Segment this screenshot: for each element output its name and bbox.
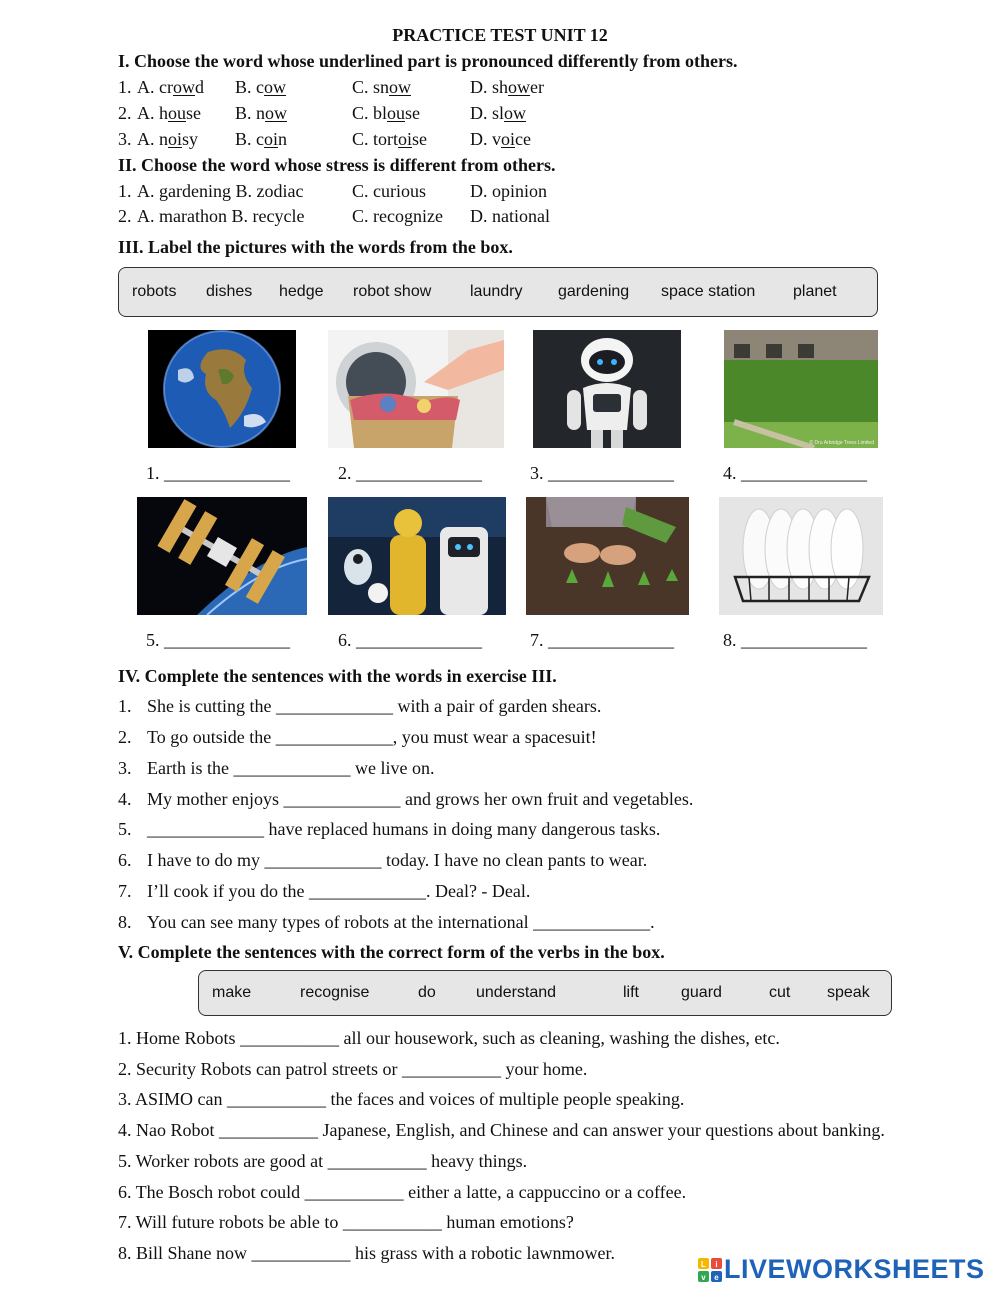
image-credit: © Dru Arbridge Trees Limited: [809, 440, 874, 446]
option-d[interactable]: D. slow: [470, 103, 527, 123]
option-c[interactable]: C. curious: [352, 181, 426, 201]
option-d[interactable]: D. opinion: [470, 181, 548, 201]
label-2[interactable]: 2. ______________: [338, 463, 482, 483]
word-box-item: guard: [681, 984, 722, 1001]
option-d[interactable]: D. voice: [470, 129, 531, 149]
option-a[interactable]: A. house: [137, 103, 201, 123]
option-c[interactable]: C. snow: [352, 77, 412, 97]
picture-dishes: [719, 497, 883, 615]
liveworksheets-logo-icon: [698, 1258, 722, 1282]
s5-item-4[interactable]: 4. Nao Robot ___________ Japanese, English, and Chinese and can answer your questions about banking.: [118, 1120, 885, 1140]
label-1[interactable]: 1. ______________: [146, 463, 290, 483]
label-4[interactable]: 4. ______________: [723, 463, 867, 483]
page-title: PRACTICE TEST UNIT 12: [392, 25, 608, 45]
option-ab[interactable]: A. marathon B. recycle: [137, 206, 305, 226]
option-a[interactable]: A. crowd: [137, 77, 204, 97]
sentence[interactable]: My mother enjoys _____________ and grows her own fruit and vegetables.: [147, 789, 694, 809]
word-box-3: [118, 267, 878, 317]
option-c[interactable]: C. tortoise: [352, 129, 428, 149]
s5-item-3[interactable]: 3. ASIMO can ___________ the faces and voices of multiple people speaking.: [118, 1089, 685, 1109]
word-box-item: understand: [476, 984, 557, 1001]
option-c[interactable]: C. recognize: [352, 206, 443, 226]
svg-text:i: i: [715, 1260, 718, 1269]
word-box-item: robots: [132, 283, 177, 300]
q-number: 3.: [118, 129, 132, 149]
s5-item-1[interactable]: 1. Home Robots ___________ all our housework, such as cleaning, washing the dishes, etc.: [118, 1028, 780, 1048]
word-box-item: do: [418, 984, 436, 1001]
option-ab[interactable]: A. gardening B. zodiac: [137, 181, 304, 201]
liveworksheets-brand[interactable]: LIVEWORKSHEETS: [724, 1254, 985, 1284]
svg-text:v: v: [701, 1273, 706, 1282]
q-number: 1.: [118, 77, 132, 97]
picture-space-station: [137, 497, 307, 615]
s5-item-7[interactable]: 7. Will future robots be able to ___________ human emotions?: [118, 1212, 574, 1232]
word-box-item: recognise: [300, 984, 370, 1001]
section-1-heading: I. Choose the word whose underlined part is pronounced differently from others.: [118, 51, 738, 71]
sentence[interactable]: To go outside the _____________, you must wear a spacesuit!: [147, 727, 597, 747]
s5-item-5[interactable]: 5. Worker robots are good at ___________ heavy things.: [118, 1151, 528, 1171]
word-box-item: lift: [623, 984, 639, 1001]
sentence[interactable]: Earth is the _____________ we live on.: [147, 758, 435, 778]
section-2-heading: II. Choose the word whose stress is different from others.: [118, 155, 556, 175]
option-c[interactable]: C. blouse: [352, 103, 421, 123]
picture-laundry: [328, 330, 504, 448]
sentence[interactable]: I have to do my _____________ today. I have no clean pants to wear.: [147, 850, 648, 870]
word-box-5: [198, 970, 892, 1016]
option-b[interactable]: B. cow: [235, 77, 286, 97]
option-d[interactable]: D. shower: [470, 77, 544, 97]
option-b[interactable]: B. now: [235, 103, 288, 123]
sentence[interactable]: _____________ have replaced humans in doing many dangerous tasks.: [147, 819, 661, 839]
picture-hedge: [724, 330, 878, 448]
word-box-item: cut: [769, 984, 791, 1001]
section-5-heading: V. Complete the sentences with the correct form of the verbs in the box.: [118, 942, 665, 962]
label-3[interactable]: 3. ______________: [530, 463, 674, 483]
s5-item-8[interactable]: 8. Bill Shane now ___________ his grass with a robotic lawnmower.: [118, 1243, 615, 1263]
word-box-item: robot show: [353, 283, 432, 300]
word-box-item: dishes: [206, 283, 253, 300]
section-3-heading: III. Label the pictures with the words from the box.: [118, 237, 513, 257]
word-box-item: hedge: [279, 283, 324, 300]
word-box-item: make: [212, 984, 252, 1001]
q-number: 1.: [118, 181, 132, 201]
s5-item-2[interactable]: 2. Security Robots can patrol streets or ___________ your home.: [118, 1059, 588, 1079]
picture-robot-show: [328, 497, 506, 615]
picture-robot: [533, 330, 681, 448]
svg-text:e: e: [714, 1273, 719, 1282]
sentence[interactable]: You can see many types of robots at the international _____________.: [147, 912, 655, 932]
picture-planet-earth: [148, 330, 296, 448]
option-a[interactable]: A. noisy: [137, 129, 199, 149]
option-b[interactable]: B. coin: [235, 129, 288, 149]
sentence[interactable]: I’ll cook if you do the _____________. Deal? - Deal.: [147, 881, 531, 901]
sentence[interactable]: She is cutting the _____________ with a pair of garden shears.: [147, 696, 602, 716]
s5-item-6[interactable]: 6. The Bosch robot could ___________ either a latte, a cappuccino or a coffee.: [118, 1182, 687, 1202]
q-number: 2.: [118, 103, 132, 123]
section-4-heading: IV. Complete the sentences with the words in exercise III.: [118, 666, 557, 686]
word-box-item: space station: [661, 283, 756, 300]
q-number: 2.: [118, 206, 132, 226]
label-7[interactable]: 7. ______________: [530, 630, 674, 650]
word-box-item: gardening: [558, 283, 630, 300]
option-d[interactable]: D. national: [470, 206, 550, 226]
word-box-item: speak: [827, 984, 870, 1001]
label-5[interactable]: 5. ______________: [146, 630, 290, 650]
label-6[interactable]: 6. ______________: [338, 630, 482, 650]
word-box-item: laundry: [470, 283, 523, 300]
word-box-item: planet: [793, 283, 837, 300]
svg-text:L: L: [701, 1260, 706, 1269]
label-8[interactable]: 8. ______________: [723, 630, 867, 650]
picture-gardening: [526, 497, 689, 615]
